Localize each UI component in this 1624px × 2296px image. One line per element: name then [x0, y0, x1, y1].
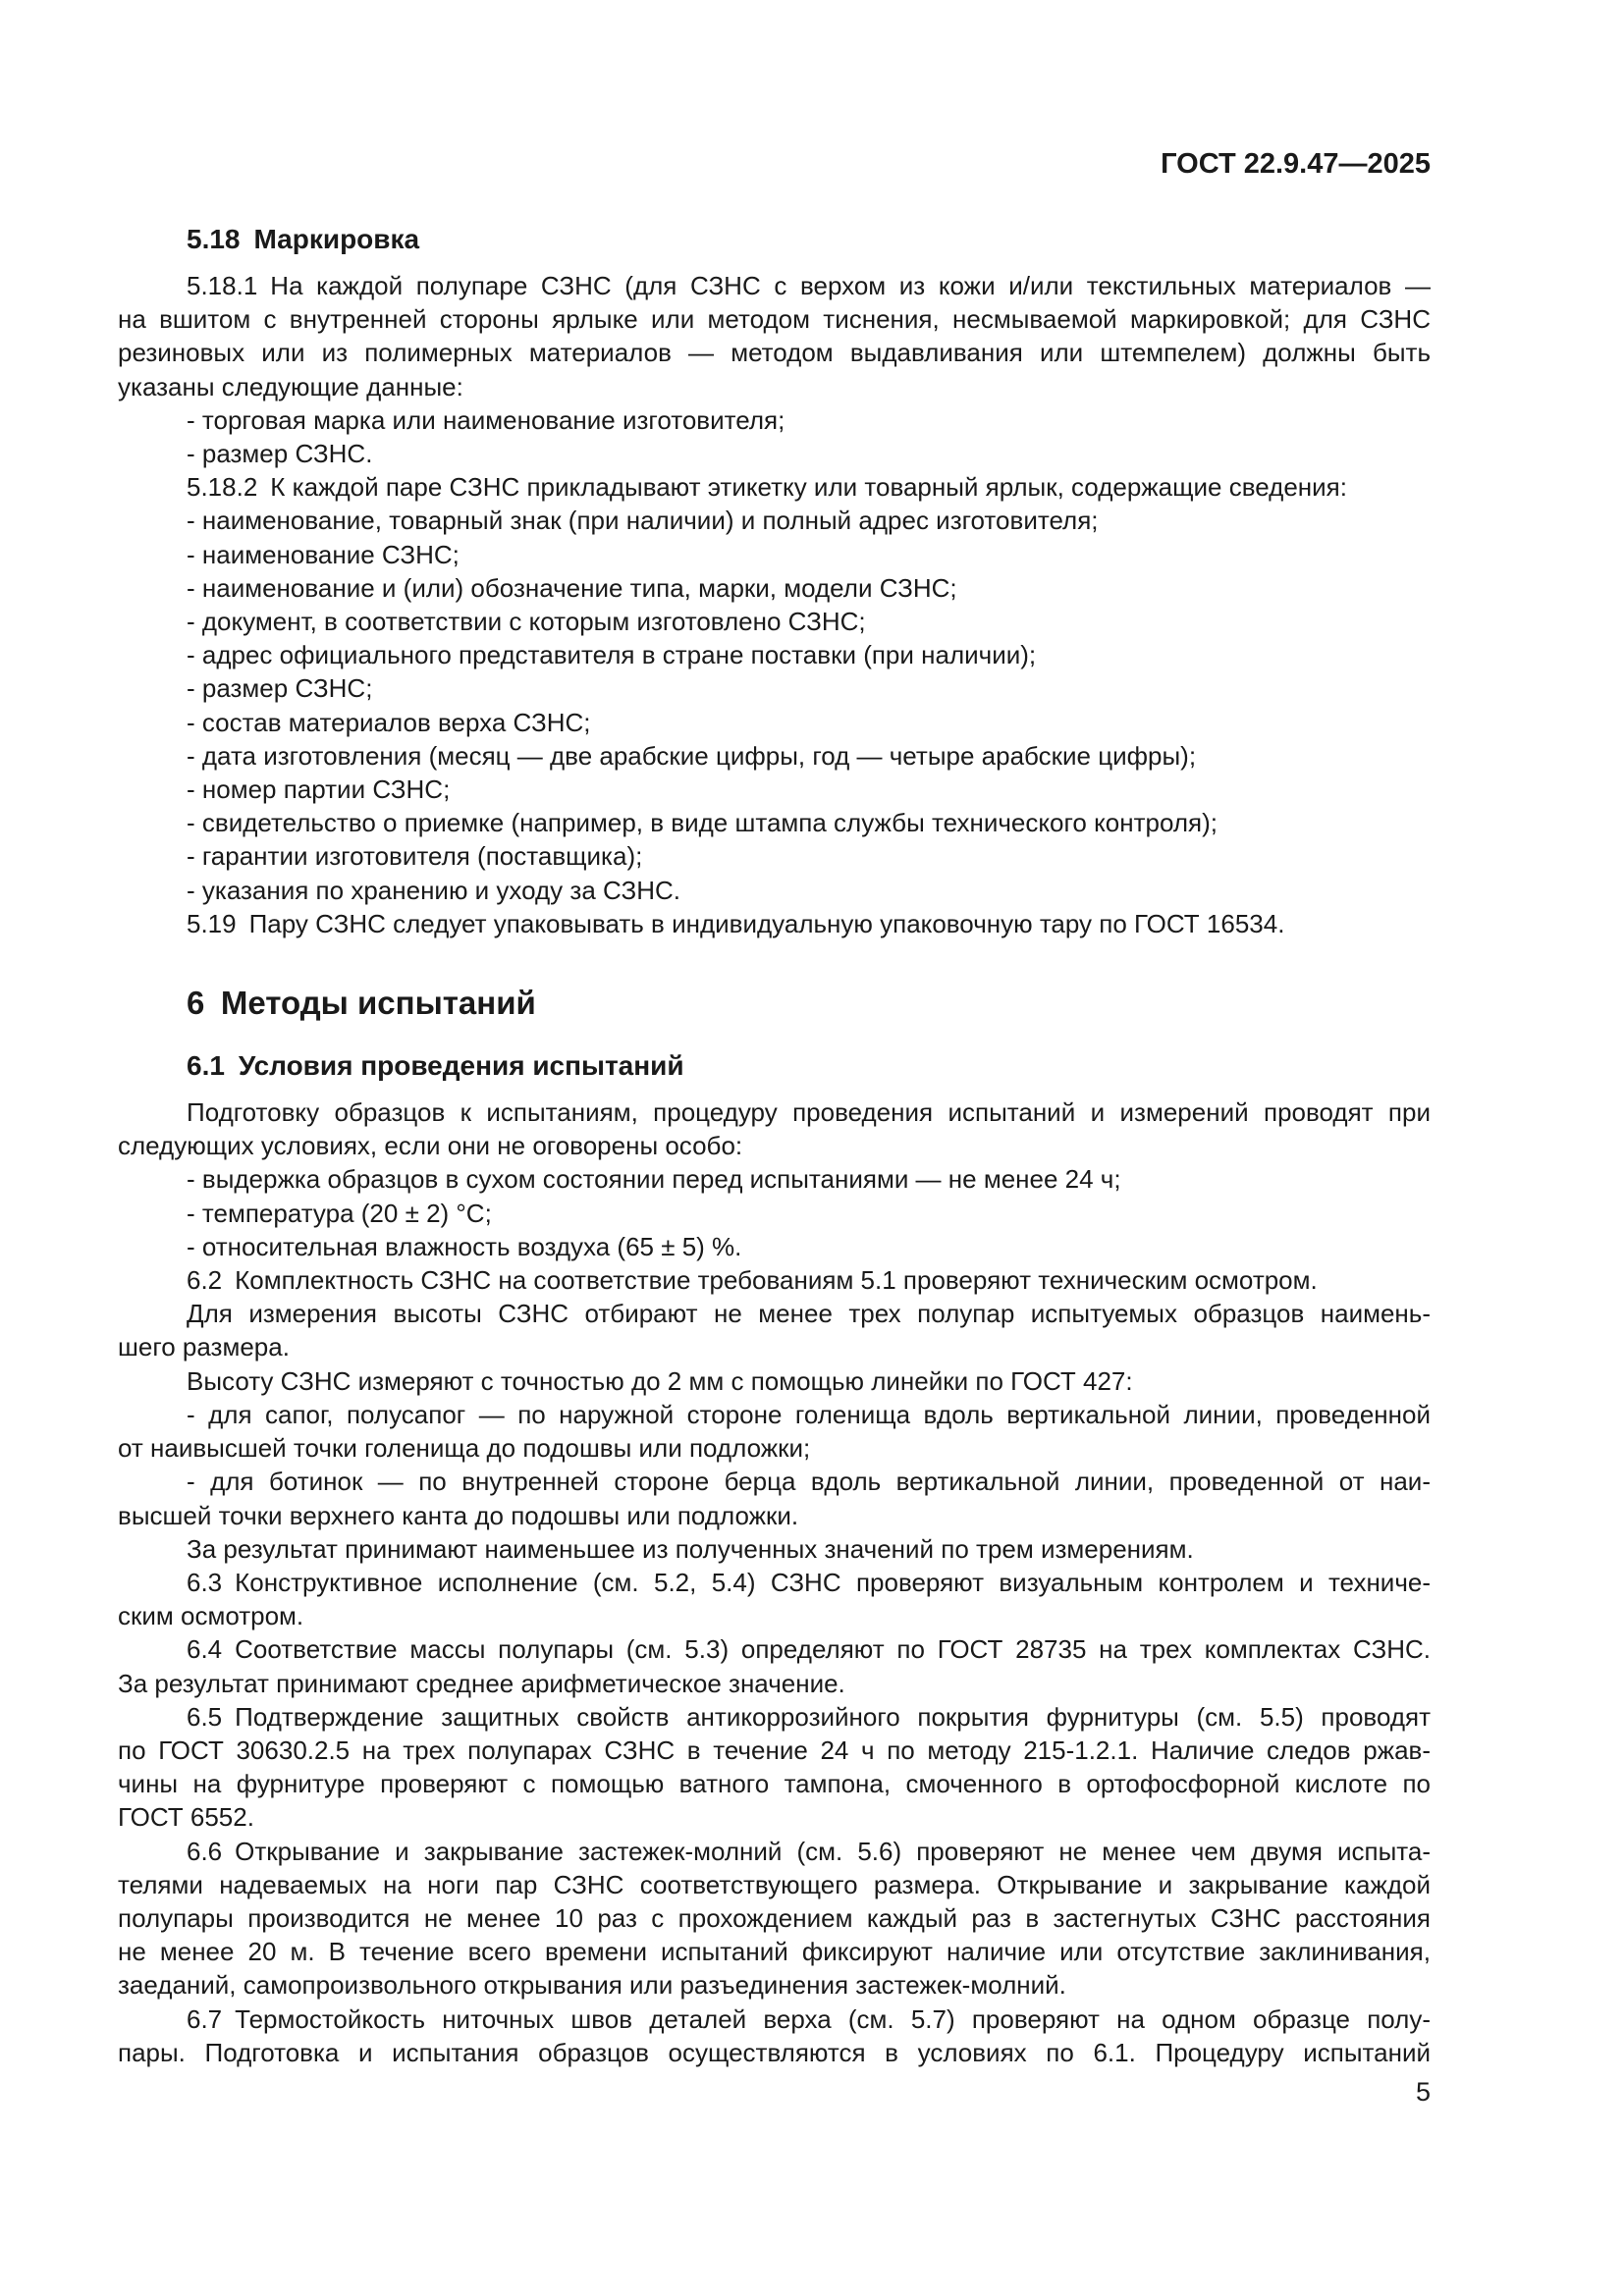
list-item	[118, 874, 1431, 907]
text-line: заеданий, самопроизвольного открывания или разъединения застежек-молний.	[118, 1970, 1066, 2001]
paragraph	[118, 2002, 1431, 2069]
text-line: указаны следующие данные:	[118, 371, 463, 401]
text-line: ским осмотром.	[118, 1601, 304, 1631]
list-item	[118, 403, 1431, 437]
paragraph	[118, 470, 1431, 504]
text-line: - для ботинок — по внутренней стороне берца вдоль вертикальной линии, проведенной от наи-	[187, 1467, 1431, 1497]
text-line: шего размера.	[118, 1332, 290, 1362]
text-line: - относительная влажность воздуха (65 ± 5) %.	[187, 1231, 742, 1261]
text-line: - наименование СЗНС;	[187, 539, 460, 569]
text-line: - наименование, товарный знак (при наличии) и полный адрес изготовителя;	[187, 506, 1099, 536]
text-line: - размер СЗНС.	[187, 439, 373, 469]
list-item	[118, 839, 1431, 873]
text-line: - состав материалов верха СЗНС;	[187, 707, 591, 737]
text-line: - указания по хранению и уходу за СЗНС.	[187, 875, 680, 905]
text-line: 6.2 Комплектность СЗНС на соответствие требованиям 5.1 проверяют техническим осмотром.	[187, 1265, 1318, 1296]
text-line: высшей точки верхнего канта до подошвы или подложки.	[118, 1500, 799, 1530]
paragraph	[118, 1263, 1431, 1297]
paragraph	[118, 1095, 1431, 1162]
list-item	[118, 1197, 1431, 1230]
list-item	[118, 1230, 1431, 1263]
text-line: 6.4 Соответствие массы полупары (см. 5.3) определяют по ГОСТ 28735 на трех комплектах СЗНС.	[187, 1634, 1431, 1665]
paragraph	[118, 1700, 1431, 1835]
list-item	[118, 1162, 1431, 1196]
list-item	[118, 806, 1431, 839]
paragraph	[118, 1532, 1431, 1566]
text-line: пары. Подготовка и испытания образцов осуществляются в условиях по 6.1. Процедуру испытаний	[118, 2037, 1431, 2067]
list-item	[118, 605, 1431, 638]
text-line: не менее 20 м. В течение всего времени испытаний фиксируют наличие или отсутствие заклинивания,	[118, 1937, 1431, 1967]
paragraph	[118, 1297, 1431, 1363]
list-item	[118, 671, 1431, 705]
text-line: по ГОСТ 30630.2.5 на трех полупарах СЗНС в течение 24 ч по методу 215-1.2.1. Наличие следов ржав-	[118, 1735, 1431, 1765]
text-line: - номер партии СЗНС;	[187, 774, 451, 805]
text-line: - гарантии изготовителя (поставщика);	[187, 841, 643, 872]
list-item	[118, 504, 1431, 537]
list-item	[118, 571, 1431, 605]
page-number: 5	[1415, 2076, 1431, 2107]
text-line: 6.3 Конструктивное исполнение (см. 5.2, 5.4) СЗНС проверяют визуальным контролем и техниче-	[187, 1567, 1431, 1597]
text-line: следующих условиях, если они не оговорены особо:	[118, 1131, 743, 1161]
text-line: - выдержка образцов в сухом состоянии перед испытаниями — не менее 24 ч;	[187, 1164, 1121, 1195]
subsection-heading: 6.1 Условия проведения испытаний	[187, 1050, 684, 1082]
paragraph	[118, 269, 1431, 403]
subsection-heading: 5.18 Маркировка	[187, 224, 420, 254]
text-line: ГОСТ 6552.	[118, 1802, 254, 1833]
list-item	[118, 773, 1431, 806]
text-line: 5.18.1 На каждой полупаре СЗНС (для СЗНС с верхом из кожи и/или текстильных материалов —	[187, 271, 1431, 300]
text-line: - для сапог, полусапог — по наружной стороне голенища вдоль вертикальной линии, проведенной	[187, 1399, 1431, 1429]
list-item	[118, 706, 1431, 739]
paragraph	[118, 1364, 1431, 1398]
text-line: 6.6 Открывание и закрывание застежек-молний (см. 5.6) проверяют не менее чем двумя испыта-	[187, 1836, 1431, 1866]
paragraph	[118, 1632, 1431, 1699]
list-item	[118, 1465, 1431, 1531]
document-content	[118, 222, 1431, 2069]
text-line: - размер СЗНС;	[187, 673, 373, 704]
list-item	[118, 1398, 1431, 1465]
text-line: - дата изготовления (месяц — две арабские цифры, год — четыре арабские цифры);	[187, 740, 1197, 771]
text-line: 5.19 Пару СЗНС следует упаковывать в индивидуальную упаковочную тару по ГОСТ 16534.	[187, 908, 1285, 938]
text-line: Для измерения высоты СЗНС отбирают не менее трех полупар испытуемых образцов наимень-	[187, 1299, 1431, 1329]
text-line: на вшитом с внутренней стороны ярлыке или методом тиснения, несмываемой маркировкой; для СЗНС	[118, 304, 1431, 335]
section-heading: 6 Методы испытаний	[187, 985, 536, 1022]
text-line: - температура (20 ± 2) °С;	[187, 1198, 492, 1228]
list-item	[118, 739, 1431, 773]
text-line: - адрес официального представителя в стране поставки (при наличии);	[187, 640, 1037, 670]
list-item	[118, 638, 1431, 671]
text-line: За результат принимают наименьшее из полученных значений по трем измерениям.	[187, 1533, 1194, 1564]
text-line: Подготовку образцов к испытаниям, процедуру проведения испытаний и измерений проводят при	[187, 1097, 1431, 1128]
standard-number: ГОСТ 22.9.47—2025	[1161, 148, 1431, 180]
paragraph	[118, 1566, 1431, 1632]
text-line: - документ, в соответствии с которым изготовлено СЗНС;	[187, 607, 866, 637]
text-line: Высоту СЗНС измеряют с точностью до 2 мм с помощью линейки по ГОСТ 427:	[187, 1365, 1133, 1396]
list-item	[118, 437, 1431, 470]
paragraph	[118, 907, 1431, 940]
text-line: от наивысшей точки голенища до подошвы или подложки;	[118, 1433, 811, 1464]
text-line: 6.5 Подтверждение защитных свойств антикоррозийного покрытия фурнитуры (см. 5.5) проводят	[187, 1701, 1431, 1732]
page-header	[118, 149, 1431, 179]
text-line: полупары производится не менее 10 раз с прохождением каждый раз в застегнутых СЗНС расстояния	[118, 1902, 1431, 1933]
text-line: резиновых или из полимерных материалов — методом выдавливания или штемпелем) должны быть	[118, 338, 1431, 368]
list-item	[118, 538, 1431, 571]
text-line: 5.18.2 К каждой паре СЗНС прикладывают этикетку или товарный ярлык, содержащие сведения:	[187, 472, 1347, 503]
paragraph	[118, 1835, 1431, 2002]
text-line: чины на фурнитуре проверяют с помощью ватного тампона, смоченного в ортофосфорной кислоте по	[118, 1769, 1431, 1799]
text-line: За результат принимают среднее арифметическое значение.	[118, 1668, 845, 1698]
text-line: 6.7 Термостойкость ниточных швов деталей верха (см. 5.7) проверяют на одном образце полу-	[187, 2003, 1431, 2034]
text-line: - торговая марка или наименование изготовителя;	[187, 404, 785, 435]
text-line: - свидетельство о приемке (например, в виде штампа службы технического контроля);	[187, 808, 1218, 838]
text-line: - наименование и (или) обозначение типа, марки, модели СЗНС;	[187, 572, 957, 603]
text-line: телями надеваемых на ноги пар СЗНС соответствующего размера. Открывание и закрывание каждой	[118, 1869, 1431, 1899]
